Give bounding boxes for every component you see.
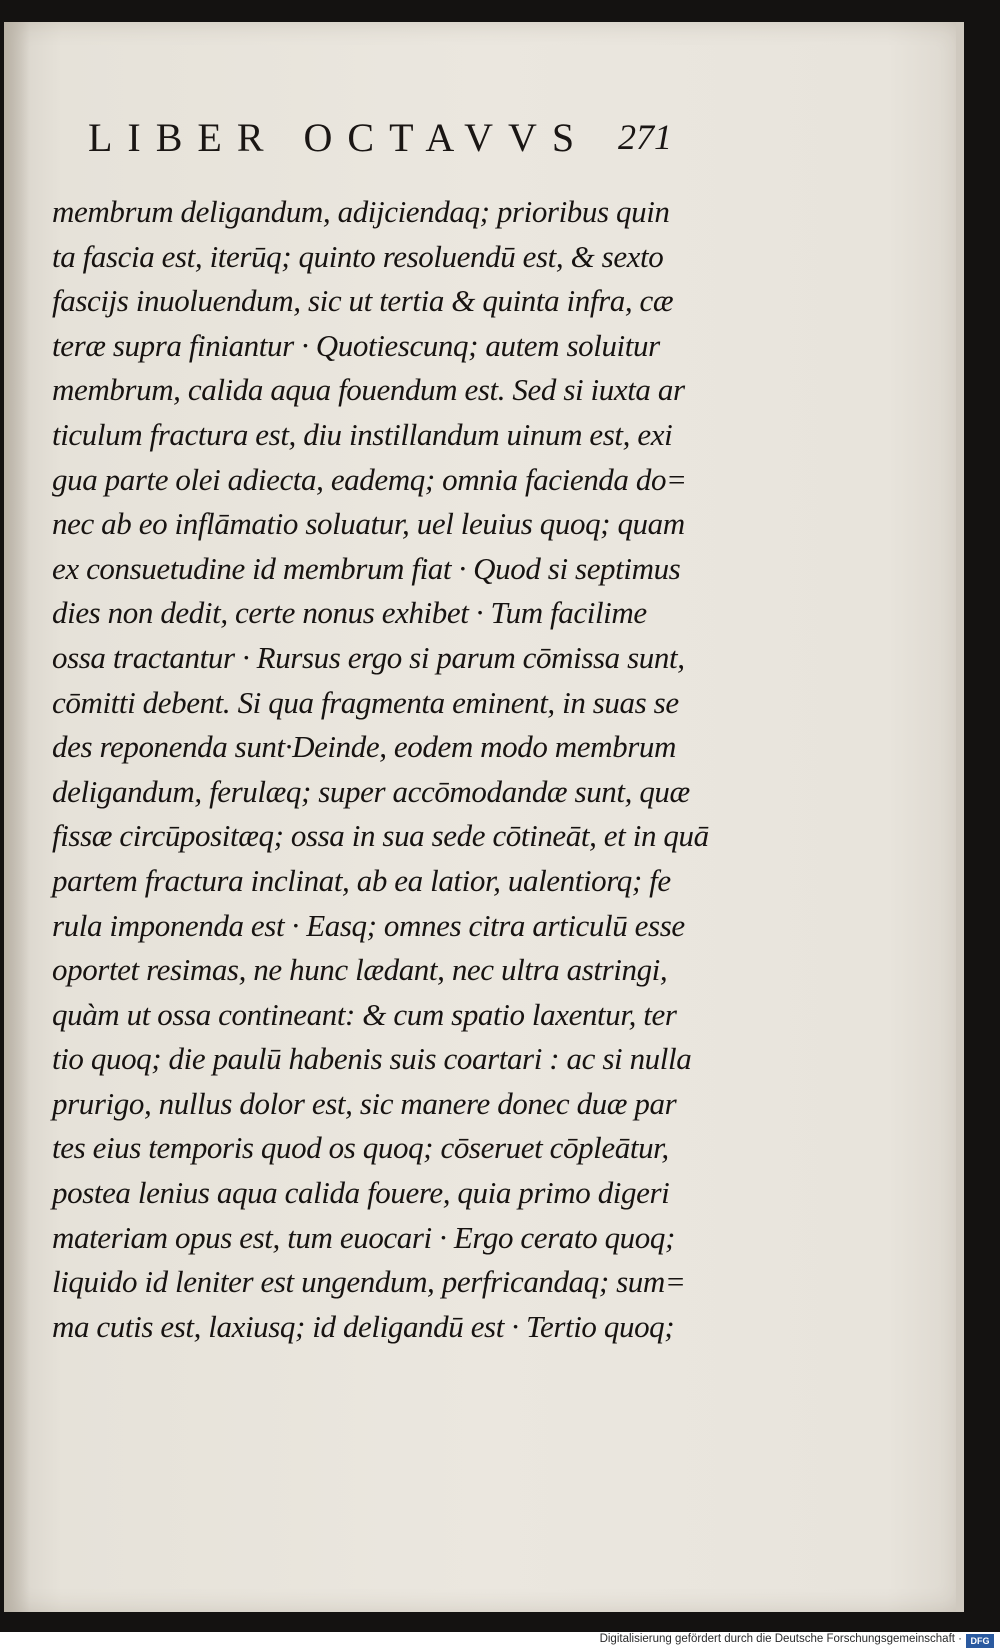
digitization-footer (0, 1632, 1000, 1651)
text-line: nec ab eo inflāmatio soluatur, uel leuius quoq; quam (52, 506, 685, 542)
page-number: 271 (618, 117, 672, 157)
body-text (52, 190, 742, 1349)
text-line: tes eius temporis quod os quoq; cōseruet cōpleātur, (52, 1130, 669, 1166)
text-line: postea lenius aqua calida fouere, quia primo digeri (52, 1175, 670, 1211)
running-head (88, 114, 688, 174)
text-line: gua parte olei adiecta, eademq; omnia facienda do= (52, 461, 687, 497)
text-line: tio quoq; die paulū habenis suis coartari : ac si nulla (52, 1041, 692, 1077)
text-line: ossa tractantur · Rursus ergo si parum cōmissa sunt, (52, 639, 685, 675)
text-line: ex consuetudine id membrum fiat · Quod si septimus (52, 550, 681, 586)
text-line: fissæ circūpositæq; ossa in sua sede cōtineāt, et in quā (52, 818, 709, 854)
page-gutter-shadow (4, 22, 30, 1612)
text-line: membrum deligandum, adijciendaq; prioribus quin (52, 194, 670, 229)
text-line: oportet resimas, ne hunc lædant, nec ultra astringi, (52, 952, 668, 988)
page-edge (956, 22, 964, 1612)
book-page (4, 22, 964, 1612)
text-line: prurigo, nullus dolor est, sic manere donec duæ par (52, 1085, 677, 1121)
running-head-title: LIBER OCTAVVS (88, 115, 590, 160)
text-line: liquido id leniter est ungendum, perfricandaq; sum= (52, 1264, 686, 1300)
dfg-logo-icon: DFG (966, 1634, 994, 1648)
text-line: quàm ut ossa contineant: & cum spatio laxentur, ter (52, 996, 677, 1032)
text-line: ta fascia est, iterūq; quinto resoluendū est, & sexto (52, 238, 664, 274)
text-line: cōmitti debent. Si qua fragmenta eminent, in suas se (52, 684, 679, 720)
text-line: ma cutis est, laxiusq; id deligandū est · Tertio quoq; (52, 1308, 675, 1344)
text-line: dies non dedit, certe nonus exhibet · Tum facilime (52, 595, 647, 631)
text-line: ticulum fractura est, diu instillandum uinum est, exi (52, 416, 673, 452)
text-line: rula imponenda est · Easq; omnes citra articulū esse (52, 907, 685, 943)
text-line: materiam opus est, tum euocari · Ergo cerato quoq; (52, 1219, 675, 1255)
text-line: membrum, calida aqua fouendum est. Sed si iuxta ar (52, 372, 685, 408)
text-line: partem fractura inclinat, ab ea latior, ualentiorq; fe (52, 862, 671, 898)
text-line: teræ supra finiantur · Quotiescunq; autem soluitur (52, 327, 660, 363)
text-line: fascijs inuoluendum, sic ut tertia & quinta infra, cæ (52, 283, 674, 319)
text-line: des reponenda sunt·Deinde, eodem modo membrum (52, 729, 676, 765)
text-line: deligandum, ferulæq; super accōmodandæ sunt, quæ (52, 773, 690, 809)
funding-credit: Digitalisierung gefördert durch die Deutsche Forschungsgemeinschaft · (599, 1633, 962, 1645)
